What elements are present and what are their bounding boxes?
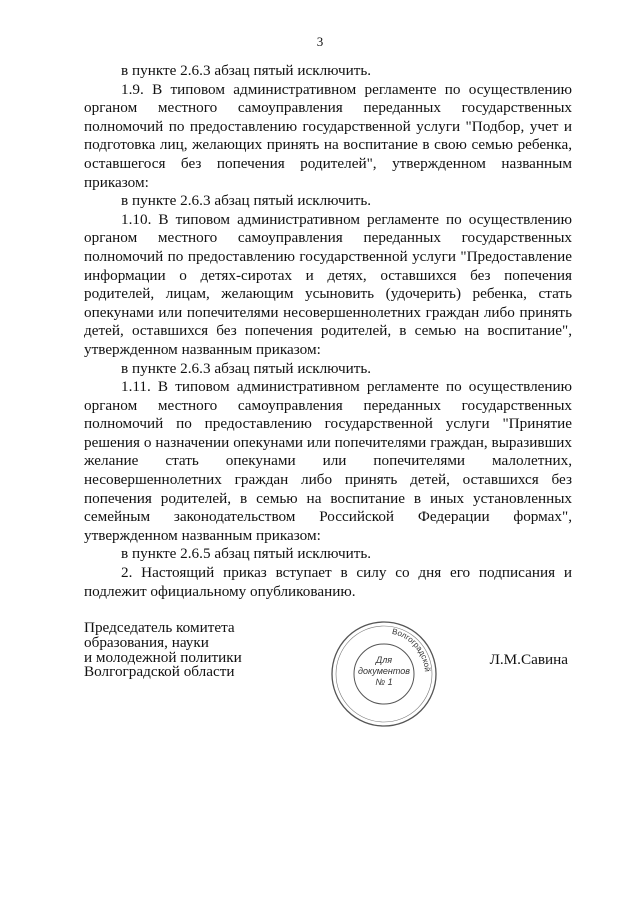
paragraph: 1.11. В типовом административном регламенте по осуществлению органом местного самоуправления переданных государственных полномочий по предоставлению государственной услуги "Принятие решения о назначении опекунами или попечителями граждан, выразивших желание стать опекунами или попечителями малолетних, несовершеннолетних граждан либо принять детей, оставшихся без попечения родителей, в семью на воспитание в иных установленных семейным законодательством Российской Федерации формах", утвержденном названным приказом: xyxy=(84,378,572,544)
signer-title xyxy=(84,621,242,680)
official-stamp xyxy=(329,619,439,729)
signer-title-line: образования, науки xyxy=(84,633,209,651)
stamp-line: № 1 xyxy=(375,677,393,687)
paragraph: в пункте 2.6.3 абзац пятый исключить. xyxy=(121,62,372,79)
signer-name: Л.М.Савина xyxy=(489,651,568,668)
stamp-line: Для xyxy=(375,655,393,665)
paragraph: 2. Настоящий приказ вступает в силу со дня его подписания и подлежит официальному опубликованию. xyxy=(84,564,572,600)
signer-title-line: Председатель комитета xyxy=(84,619,235,636)
paragraph: в пункте 2.6.3 абзац пятый исключить. xyxy=(121,192,372,210)
paragraph: в пункте 2.6.5 абзац пятый исключить. xyxy=(121,545,372,563)
document-body xyxy=(84,62,572,601)
paragraph: в пункте 2.6.3 абзац пятый исключить. xyxy=(121,359,372,377)
stamp-center-text xyxy=(329,655,439,688)
stamp-line: документов xyxy=(358,666,410,676)
paragraph: 1.10. В типовом административном регламенте по осуществлению органом местного самоуправления переданных государственных полномочий по предоставлению государственной услуги "Предоставление информации о детях-сиротах и детях, оставшихся без попечения родителей, лицам, желающим усыновить (удочерить) ребенка, стать опекунами или попечителями несовершеннолетних граждан либо принять детей, оставшихся без попечения родителей, в семью на воспитание", утвержденном названным приказом: xyxy=(84,210,572,358)
signature-block xyxy=(84,621,572,731)
signer-title-line: Волгоградской области xyxy=(84,663,235,681)
stamp-ring-text: Волгоградской xyxy=(391,626,432,673)
paragraph: 1.9. В типовом административном регламенте по осуществлению органом местного самоуправления переданных государственных полномочий по предоставлению государственной услуги "Подбор, учет и подготовка лиц, желающих принять на воспитание в свою семью ребенка, оставшегося без попечения родителей", утвержденном названным приказом: xyxy=(84,80,572,191)
signer-title-line: и молодежной политики xyxy=(84,648,242,666)
page-number: 3 xyxy=(316,34,324,49)
